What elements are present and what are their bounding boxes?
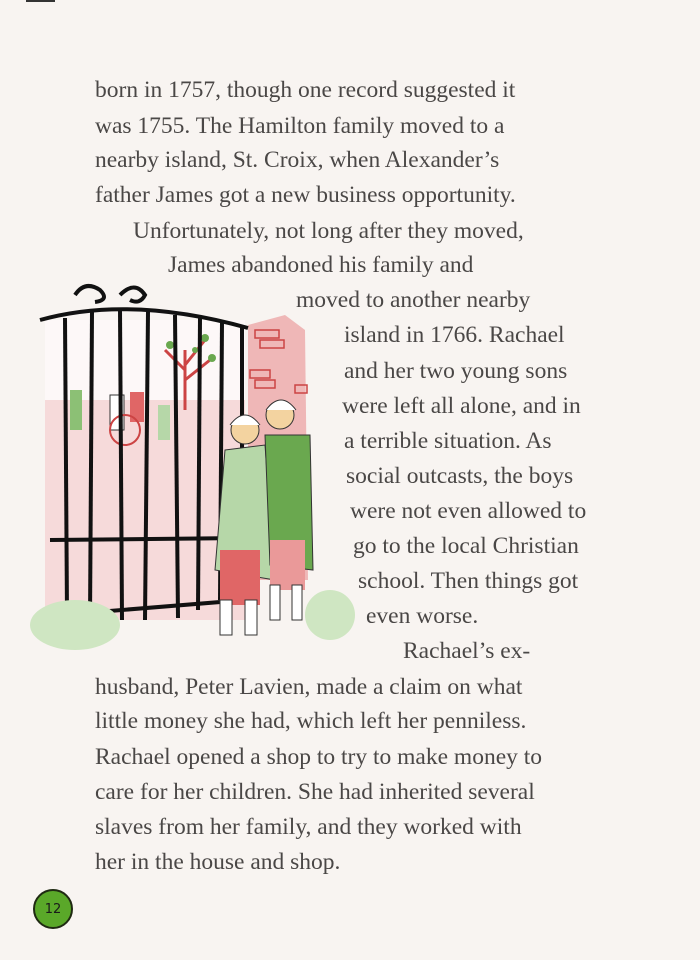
text-line: nearby island, St. Croix, when Alexander’s	[95, 147, 500, 173]
text-line: were left all alone, and in	[342, 393, 581, 419]
text-line: a terrible situation. As	[344, 428, 552, 454]
text-line: slaves from her family, and they worked with	[95, 814, 522, 840]
grass	[305, 590, 355, 640]
text-line: go to the local Christian	[353, 533, 579, 559]
text-line: husband, Peter Lavien, made a claim on what	[95, 674, 523, 700]
text-line: was 1755. The Hamilton family moved to a	[95, 113, 505, 139]
text-line: Unfortunately, not long after they moved,	[133, 218, 524, 244]
text-line: moved to another nearby	[296, 287, 531, 313]
text-line: father James got a new business opportunity.	[95, 182, 516, 208]
text-line: social outcasts, the boys	[346, 463, 574, 489]
grass	[30, 600, 120, 650]
text-line: school. Then things got	[358, 568, 579, 594]
child-figure	[158, 405, 170, 440]
text-line: her in the house and shop.	[95, 849, 341, 875]
page-number-badge	[33, 889, 73, 929]
page-number: 12	[44, 901, 62, 917]
text-line: care for her children. She had inherited several	[95, 779, 535, 805]
top-rule	[26, 0, 55, 2]
child-figure	[70, 390, 82, 430]
gate-illustration	[30, 280, 360, 660]
text-line: island in 1766. Rachael	[344, 322, 565, 348]
text-line: little money she had, which left her penniless.	[95, 708, 527, 734]
text-line: Rachael’s ex-	[403, 638, 531, 664]
text-line: Rachael opened a shop to try to make money to	[95, 744, 543, 770]
text-line: were not even allowed to	[350, 498, 587, 524]
text-line: even worse.	[366, 603, 479, 629]
text-line: born in 1757, though one record suggested it	[95, 77, 516, 103]
text-line: and her two young sons	[344, 358, 568, 384]
text-line: James abandoned his family and	[168, 252, 474, 278]
